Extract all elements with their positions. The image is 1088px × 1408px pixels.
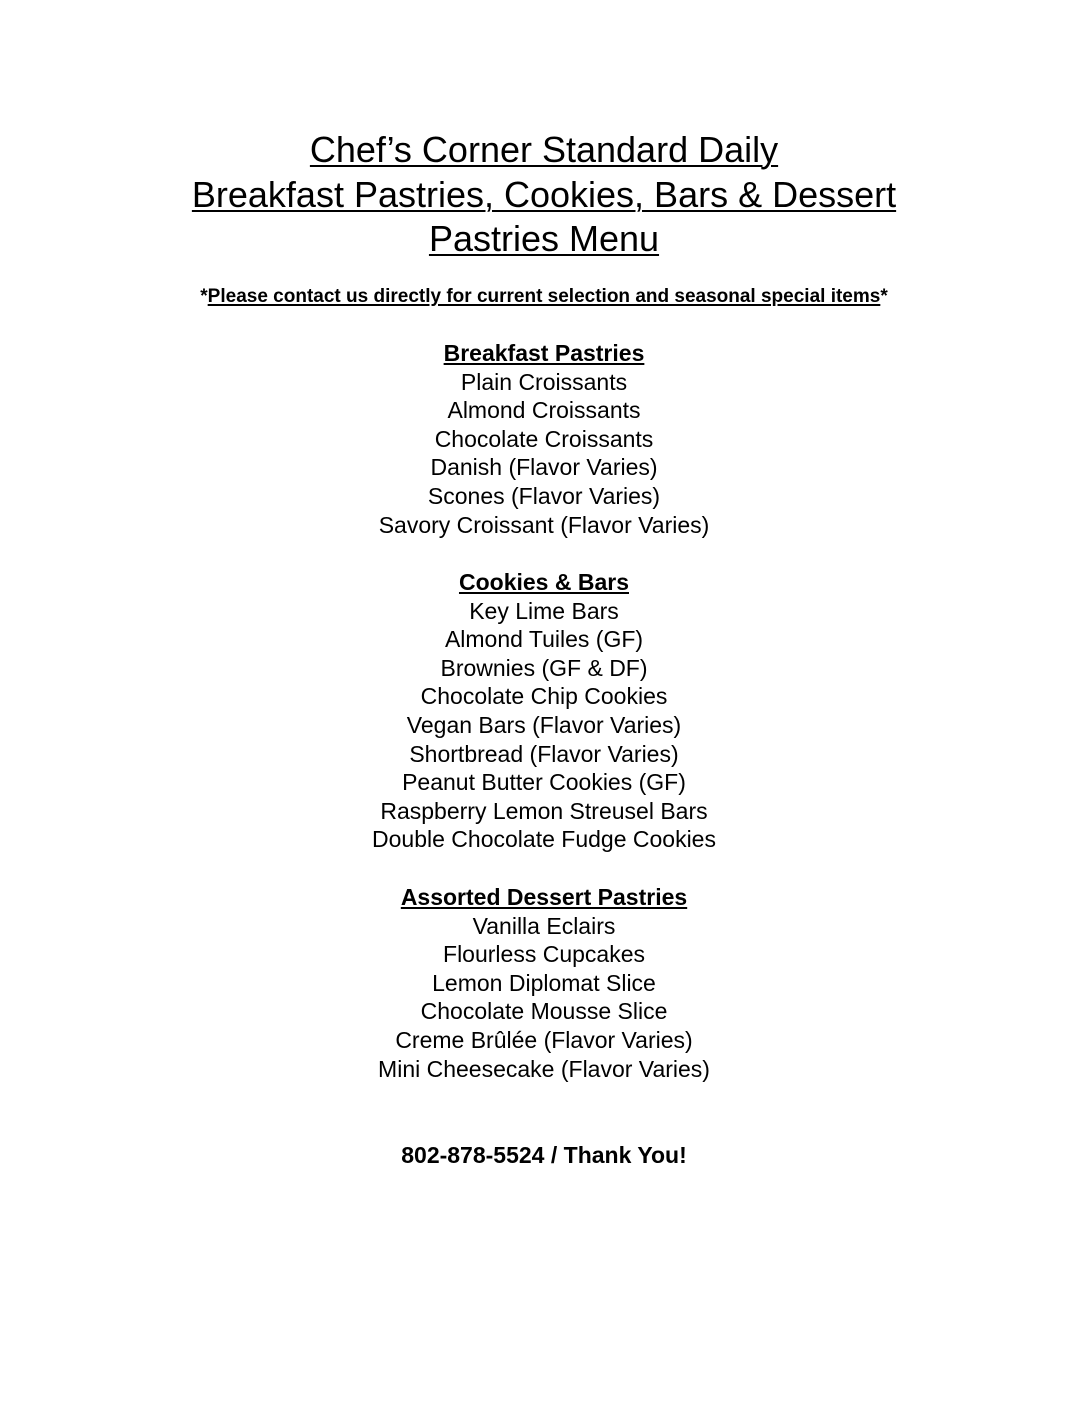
notice-suffix: *: [880, 286, 888, 307]
list-item: Peanut Butter Cookies (GF): [402, 769, 686, 796]
section-heading: Assorted Dessert Pastries: [400, 884, 688, 910]
menu-title-line-1: Chef’s Corner Standard Daily: [309, 129, 779, 170]
list-item: Danish (Flavor Varies): [430, 454, 658, 481]
list-item: Brownies (GF & DF): [440, 654, 648, 681]
list-item: Savory Croissant (Flavor Varies): [378, 511, 710, 538]
list-item: Raspberry Lemon Streusel Bars: [380, 797, 708, 824]
item-list: [0, 368, 1088, 540]
contact-notice: [0, 285, 1088, 309]
list-item: Almond Croissants: [447, 397, 641, 424]
list-item: Chocolate Croissants: [434, 425, 654, 452]
list-item: Vanilla Eclairs: [472, 912, 616, 939]
list-item: Almond Tuiles (GF): [444, 626, 644, 653]
list-item: Vegan Bars (Flavor Varies): [406, 711, 682, 738]
list-item: Chocolate Chip Cookies: [420, 683, 668, 710]
list-item: Chocolate Mousse Slice: [420, 998, 668, 1025]
notice-prefix: *: [200, 286, 208, 307]
section-heading: Breakfast Pastries: [443, 340, 645, 366]
section-breakfast-pastries: [0, 339, 1088, 539]
menu-title: [0, 128, 1088, 262]
list-item: Mini Cheesecake (Flavor Varies): [378, 1055, 710, 1082]
list-item: Double Chocolate Fudge Cookies: [372, 826, 716, 853]
list-item: Plain Croissants: [460, 368, 628, 395]
section-cookies-bars: [0, 568, 1088, 854]
notice-text: Please contact us directly for current selection and seasonal special items: [207, 286, 881, 307]
section-assorted-dessert-pastries: [0, 883, 1088, 1083]
menu-title-line-2: Breakfast Pastries, Cookies, Bars & Dessert: [191, 173, 897, 215]
list-item: Shortbread (Flavor Varies): [409, 740, 679, 767]
item-list: [0, 597, 1088, 854]
list-item: Creme Brûlée (Flavor Varies): [395, 1026, 693, 1053]
list-item: Key Lime Bars: [469, 597, 619, 624]
menu-title-line-3: Pastries Menu: [428, 218, 660, 259]
list-item: Lemon Diplomat Slice: [432, 969, 656, 996]
list-item: Scones (Flavor Varies): [427, 482, 661, 509]
footer-contact: 802-878-5524 / Thank You!: [401, 1142, 687, 1168]
item-list: [0, 912, 1088, 1084]
section-heading: Cookies & Bars: [458, 569, 629, 595]
list-item: Flourless Cupcakes: [443, 941, 645, 968]
